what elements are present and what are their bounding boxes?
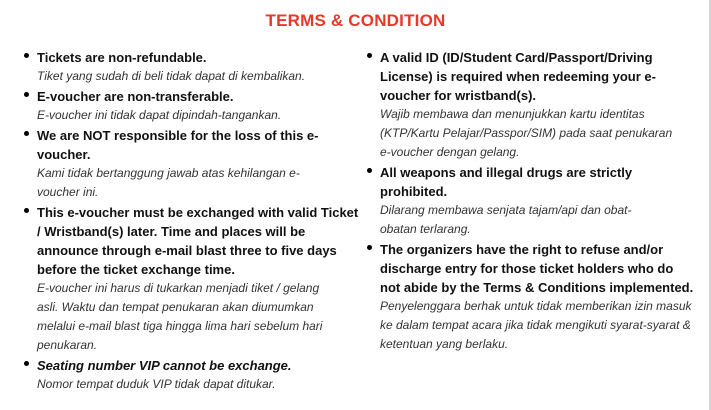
term-english-text: This e-voucher must be exchanged with valid Ticket / Wristband(s) later. Time and places will be announce through e-mail blast three to five days before the ticket exchange time. xyxy=(37,205,359,277)
term-english-text: Tickets are non-refundable. xyxy=(37,50,207,65)
term-item xyxy=(367,163,697,239)
bullet-icon xyxy=(367,168,372,173)
term-english-text: All weapons and illegal drugs are strictly prohibited. xyxy=(380,165,633,199)
term-item xyxy=(24,203,360,355)
term-indonesian-text: Dilarang membawa senjata tajam/api dan obat-obatan terlarang. xyxy=(380,203,632,236)
term-item xyxy=(367,48,697,162)
terms-list-left xyxy=(24,48,360,394)
term-indonesian-text: Wajib membawa dan menunjukkan kartu identitas (KTP/Kartu Pelajar/Passpor/SIM) pada saat penukaran e-voucher dengan gelang. xyxy=(380,107,673,159)
bullet-icon xyxy=(24,131,29,136)
term-indonesian-text: E-voucher ini tidak dapat dipindah-tangankan. xyxy=(37,108,282,122)
bullet-icon xyxy=(24,92,29,97)
term-item xyxy=(24,356,360,394)
bullet-icon xyxy=(24,361,29,366)
terms-column-right xyxy=(367,48,697,355)
term-item xyxy=(24,87,360,125)
term-item xyxy=(24,48,360,86)
term-english-text: A valid ID (ID/Student Card/Passport/Driving License) is required when redeeming your e-voucher for wristband(s). xyxy=(380,50,656,103)
term-item xyxy=(24,126,360,202)
bullet-icon xyxy=(367,245,372,250)
term-english-text: Seating number VIP cannot be exchange. xyxy=(37,358,292,373)
term-indonesian-text: Kami tidak bertanggung jawab atas kehilangan e-voucher ini. xyxy=(37,166,300,199)
bullet-icon xyxy=(24,208,29,213)
terms-column-left xyxy=(24,48,360,395)
terms-list-right xyxy=(367,48,697,354)
page-title: TERMS & CONDITION xyxy=(265,11,446,30)
term-indonesian-text: Penyelenggara berhak untuk tidak memberikan izin masuk ke dalam tempat acara jika tidak mengikuti syarat-syarat & ketentuan yang berlaku. xyxy=(380,299,692,351)
term-indonesian-text: Nomor tempat duduk VIP tidak dapat ditukar. xyxy=(37,377,276,391)
term-indonesian-text: Tiket yang sudah di beli tidak dapat di kembalikan. xyxy=(37,69,306,83)
bullet-icon xyxy=(24,53,29,58)
term-english-text: The organizers have the right to refuse and/or discharge entry for those ticket holders who do not abide by the Terms & Conditions implemented. xyxy=(380,242,694,295)
term-english-text: E-voucher are non-transferable. xyxy=(37,89,234,104)
term-item xyxy=(367,240,697,354)
term-indonesian-text: E-voucher ini harus di tukarkan menjadi tiket / gelang asli. Waktu dan tempat penukaran akan diumumkan melalui e-mail blast tiga hingga lima hari sebelum hari penukaran. xyxy=(37,281,323,352)
bullet-icon xyxy=(367,53,372,58)
term-english-text: We are NOT responsible for the loss of this e-voucher. xyxy=(37,128,319,162)
